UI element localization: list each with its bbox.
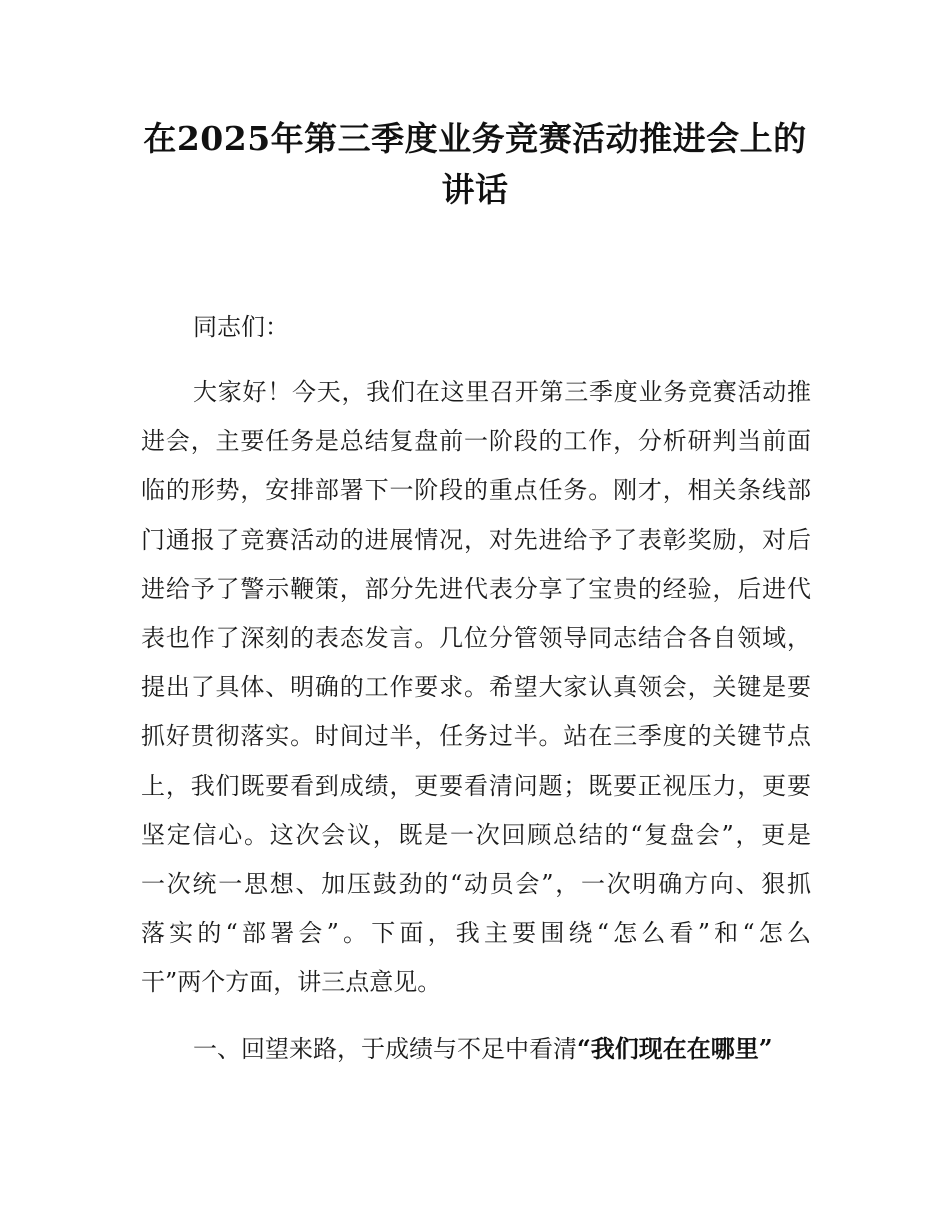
section-heading-1 [193, 1030, 773, 1068]
title-line-1: 在2025年第三季度业务竞赛活动推进会上的 [143, 119, 807, 158]
paragraph-line: 干”两个方面，讲三点意见。 [141, 968, 442, 997]
paragraph-line: 门通报了竞赛活动的进展情况，对先进给予了表彰奖励，对后 [141, 525, 811, 554]
paragraph-line: 上，我们既要看到成绩，更要看清问题；既要正视压力，更要 [141, 771, 811, 800]
body-paragraph [141, 368, 811, 1008]
paragraph-line: 抓好贯彻落实。时间过半，任务过半。站在三季度的关键节点 [141, 722, 811, 751]
title-line-2: 讲话 [441, 170, 509, 209]
paragraph-line: 提出了具体、明确的工作要求。希望大家认真领会，关键是要 [141, 673, 811, 702]
paragraph-line: 进给予了警示鞭策，部分先进代表分享了宝贵的经验，后进代 [141, 574, 811, 603]
paragraph-line: 坚定信心。这次会议，既是一次回顾总结的“复盘会”，更是 [141, 820, 811, 849]
paragraph-line: 临的形势，安排部署下一阶段的重点任务。刚才，相关条线部 [141, 476, 811, 505]
document-title [130, 113, 820, 215]
paragraph-line: 表也作了深刻的表态发言。几位分管领导同志结合各自领域， [141, 624, 811, 653]
section-heading-emphasis: “我们现在在哪里” [577, 1034, 773, 1063]
greeting: 同志们： [193, 313, 289, 341]
paragraph-line: 一次统一思想、加压鼓劲的“动员会”，一次明确方向、狠抓 [141, 870, 811, 899]
paragraph-line: 落实的“部署会”。下面，我主要围绕“怎么看”和“怎么 [141, 919, 811, 948]
paragraph-line: 大家好！今天，我们在这里召开第三季度业务竞赛活动推 [193, 378, 811, 406]
paragraph-line: 进会，主要任务是总结复盘前一阶段的工作，分析研判当前面 [141, 427, 811, 456]
section-heading-prefix: 一、回望来路，于成绩与不足中看清 [193, 1035, 577, 1063]
